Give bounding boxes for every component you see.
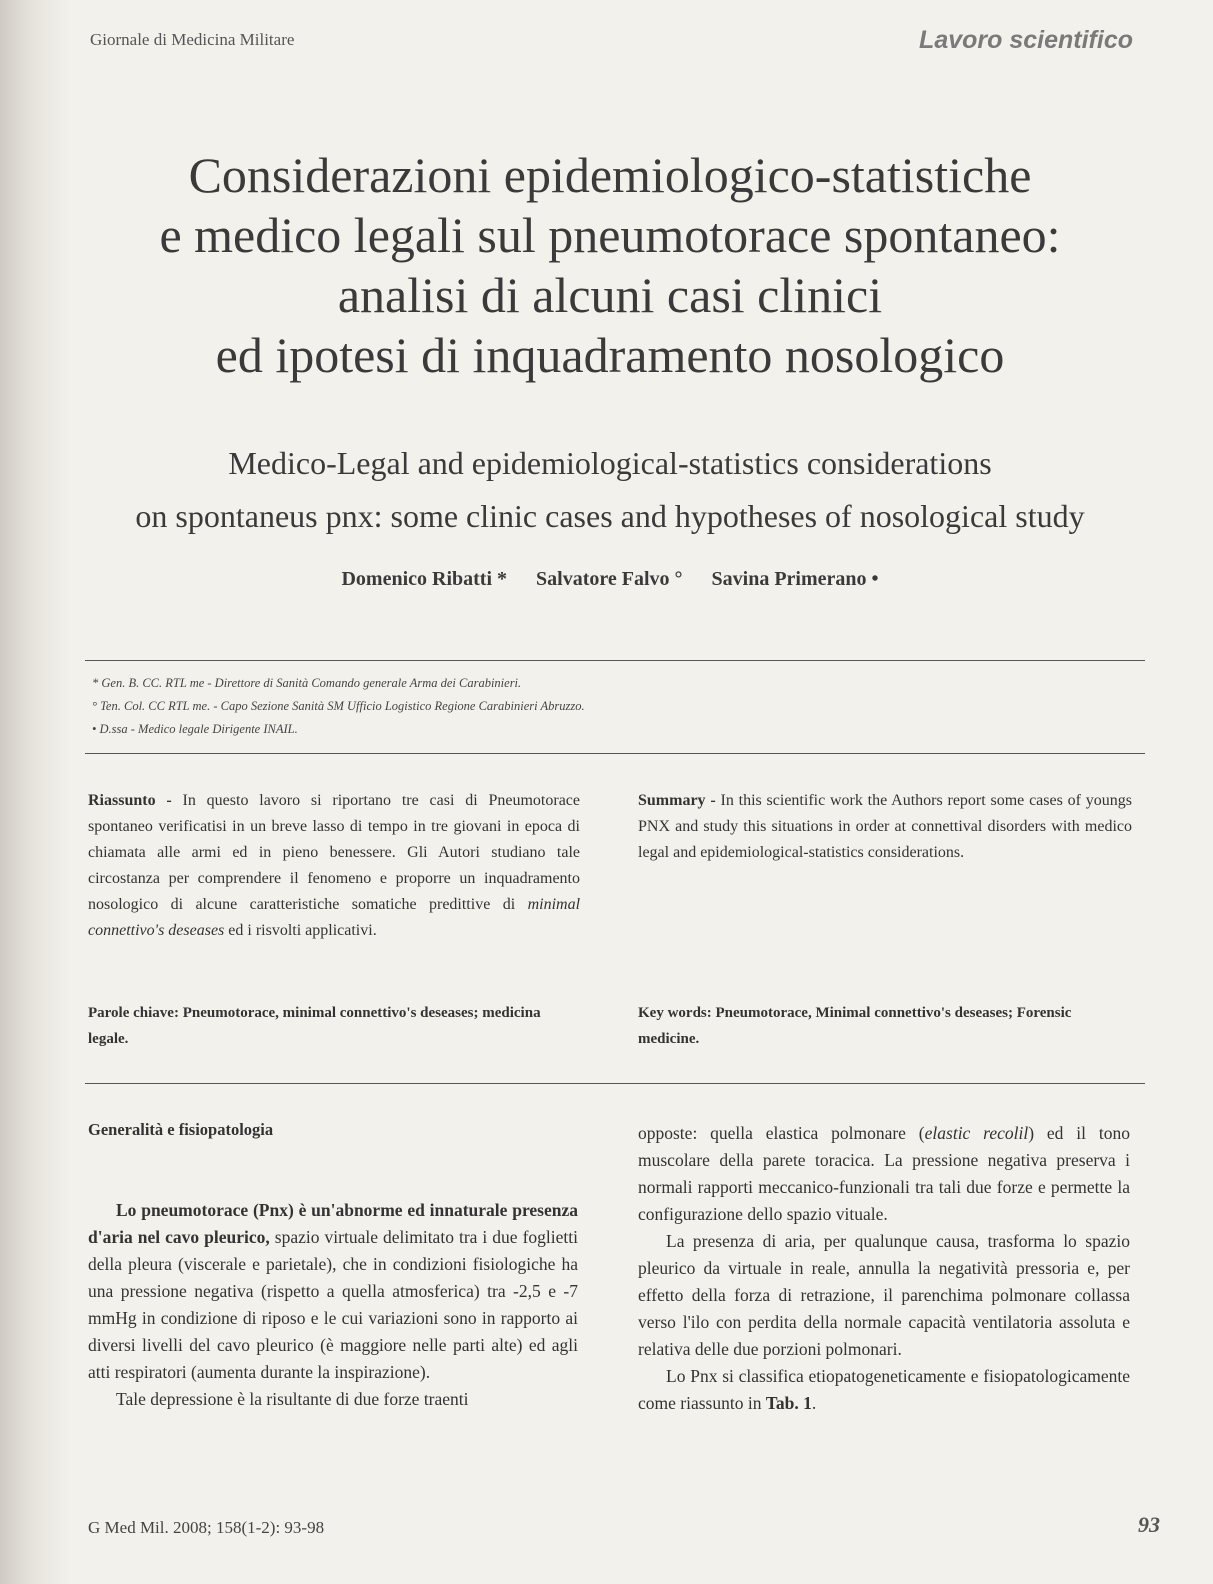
- section-label: Lavoro scientifico: [919, 26, 1133, 54]
- affiliation: * Gen. B. CC. RTL me - Direttore di Sanità Comando generale Arma dei Carabinieri.: [92, 676, 522, 690]
- summary-label: Summary -: [638, 792, 716, 809]
- body-paragraph: Tale depressione è la risultante di due forze traenti: [116, 1389, 469, 1409]
- abstract-italic: minimal connettivo's deseases: [88, 896, 581, 939]
- authors: [60, 568, 1160, 591]
- title-line: ed ipotesi di inquadramento nosologico: [215, 327, 1005, 383]
- table-reference: Tab. 1: [765, 1393, 812, 1413]
- keywords-english: Key words: Pneumotorace, Minimal connettivo's deseases; Forensic medicine.: [638, 1005, 1072, 1047]
- affiliations: [92, 672, 585, 741]
- article-title: [60, 145, 1160, 385]
- divider: [85, 1083, 1145, 1084]
- body-right-column: [638, 1120, 1130, 1417]
- title-line: Considerazioni epidemiologico-statistiche: [188, 147, 1032, 203]
- body-text: Lo Pnx si classifica etiopatogeneticamente e fisiopatologicamente come riassunto in: [638, 1366, 1130, 1413]
- section-heading: Generalità e fisiopatologia: [88, 1120, 274, 1139]
- abstract-text: In questo lavoro si riportano tre casi di Pneumotorace spontaneo verificatisi in un breve lasso di tempo in tre giovani in epoca di chiamata alle armi ed in pieno benessere. Gli Autori studiano tale circostanza per comprendere il fenomeno e proporre un inquadramento nosologico di alcune caratteristiche somatiche predittive di: [88, 792, 581, 913]
- abstract-text: ed i risvolti applicativi.: [228, 922, 377, 939]
- body-left-column: [88, 1197, 578, 1413]
- body-bold: Lo pneumotorace (Pnx) è un'abnorme ed innaturale presenza d'aria nel cavo pleurico,: [88, 1200, 578, 1247]
- page-number: 93: [1138, 1512, 1160, 1537]
- title-line: analisi di alcuni casi clinici: [337, 267, 883, 323]
- affiliation: • D.ssa - Medico legale Dirigente INAIL.: [92, 722, 298, 736]
- abstract-italian: [88, 788, 580, 944]
- author: Domenico Ribatti *: [341, 568, 508, 590]
- body-text: spazio virtuale delimitato tra i due foglietti della pleura (viscerale e parietale), che in condizioni fisiologiche ha una pressione negativa (rispetto a quella atmosferica) tra -2,5 e -7 mmHg in condizione di riposo e le cui variazioni sono in rapporto ai diversi livelli del cavo pleurico (è maggiore nelle parti alte) ed agli atti respiratori (aumenta durante la inspirazione).: [88, 1227, 578, 1382]
- summary-text: In this scientific work the Authors report some cases of youngs PNX and study this situations in order at connettival disorders with medico legal and epidemiological-statistics considerations.: [638, 792, 1132, 861]
- title-line: e medico legali sul pneumotorace spontaneo:: [159, 207, 1061, 263]
- subtitle-line: on spontaneus pnx: some clinic cases and hypotheses of nosological study: [135, 498, 1085, 534]
- body-text: opposte: quella elastica polmonare (: [638, 1123, 925, 1143]
- divider: [85, 660, 1145, 661]
- abstract-label: Riassunto -: [88, 792, 172, 809]
- author: Savina Primerano •: [711, 568, 879, 590]
- punctuation: .: [811, 1393, 817, 1413]
- divider: [85, 753, 1145, 754]
- body-text: ) ed il tono muscolare della parete toracica. La pressione negativa preserva i normali rapporti meccanico-funzionali tra tali due forze e permette la configurazione dello spazio vituale.: [638, 1123, 1130, 1224]
- subtitle-line: Medico-Legal and epidemiological-statistics considerations: [228, 445, 992, 481]
- body-italic: elastic recolil: [924, 1123, 1029, 1143]
- english-title: [60, 437, 1160, 543]
- body-paragraph: La presenza di aria, per qualunque causa, trasforma lo spazio pleurico da virtuale in reale, annulla la negatività pressoria e, per effetto della forza di retrazione, il parenchima polmonare collassa verso l'ilo con perdita della normale capacità ventilatoria assoluta e relativa delle due porzioni polmonari.: [638, 1231, 1130, 1359]
- author: Salvatore Falvo °: [536, 568, 683, 590]
- keywords-italian: Parole chiave: Pneumotorace, minimal connettivo's deseases; medicina legale.: [88, 1005, 541, 1047]
- citation: G Med Mil. 2008; 158(1-2): 93-98: [88, 1518, 325, 1537]
- abstract-english: [638, 788, 1132, 866]
- journal-name: Giornale di Medicina Militare: [90, 30, 295, 49]
- affiliation: ° Ten. Col. CC RTL me. - Capo Sezione Sanità SM Ufficio Logistico Regione Carabinieri Abruzzo.: [92, 699, 585, 713]
